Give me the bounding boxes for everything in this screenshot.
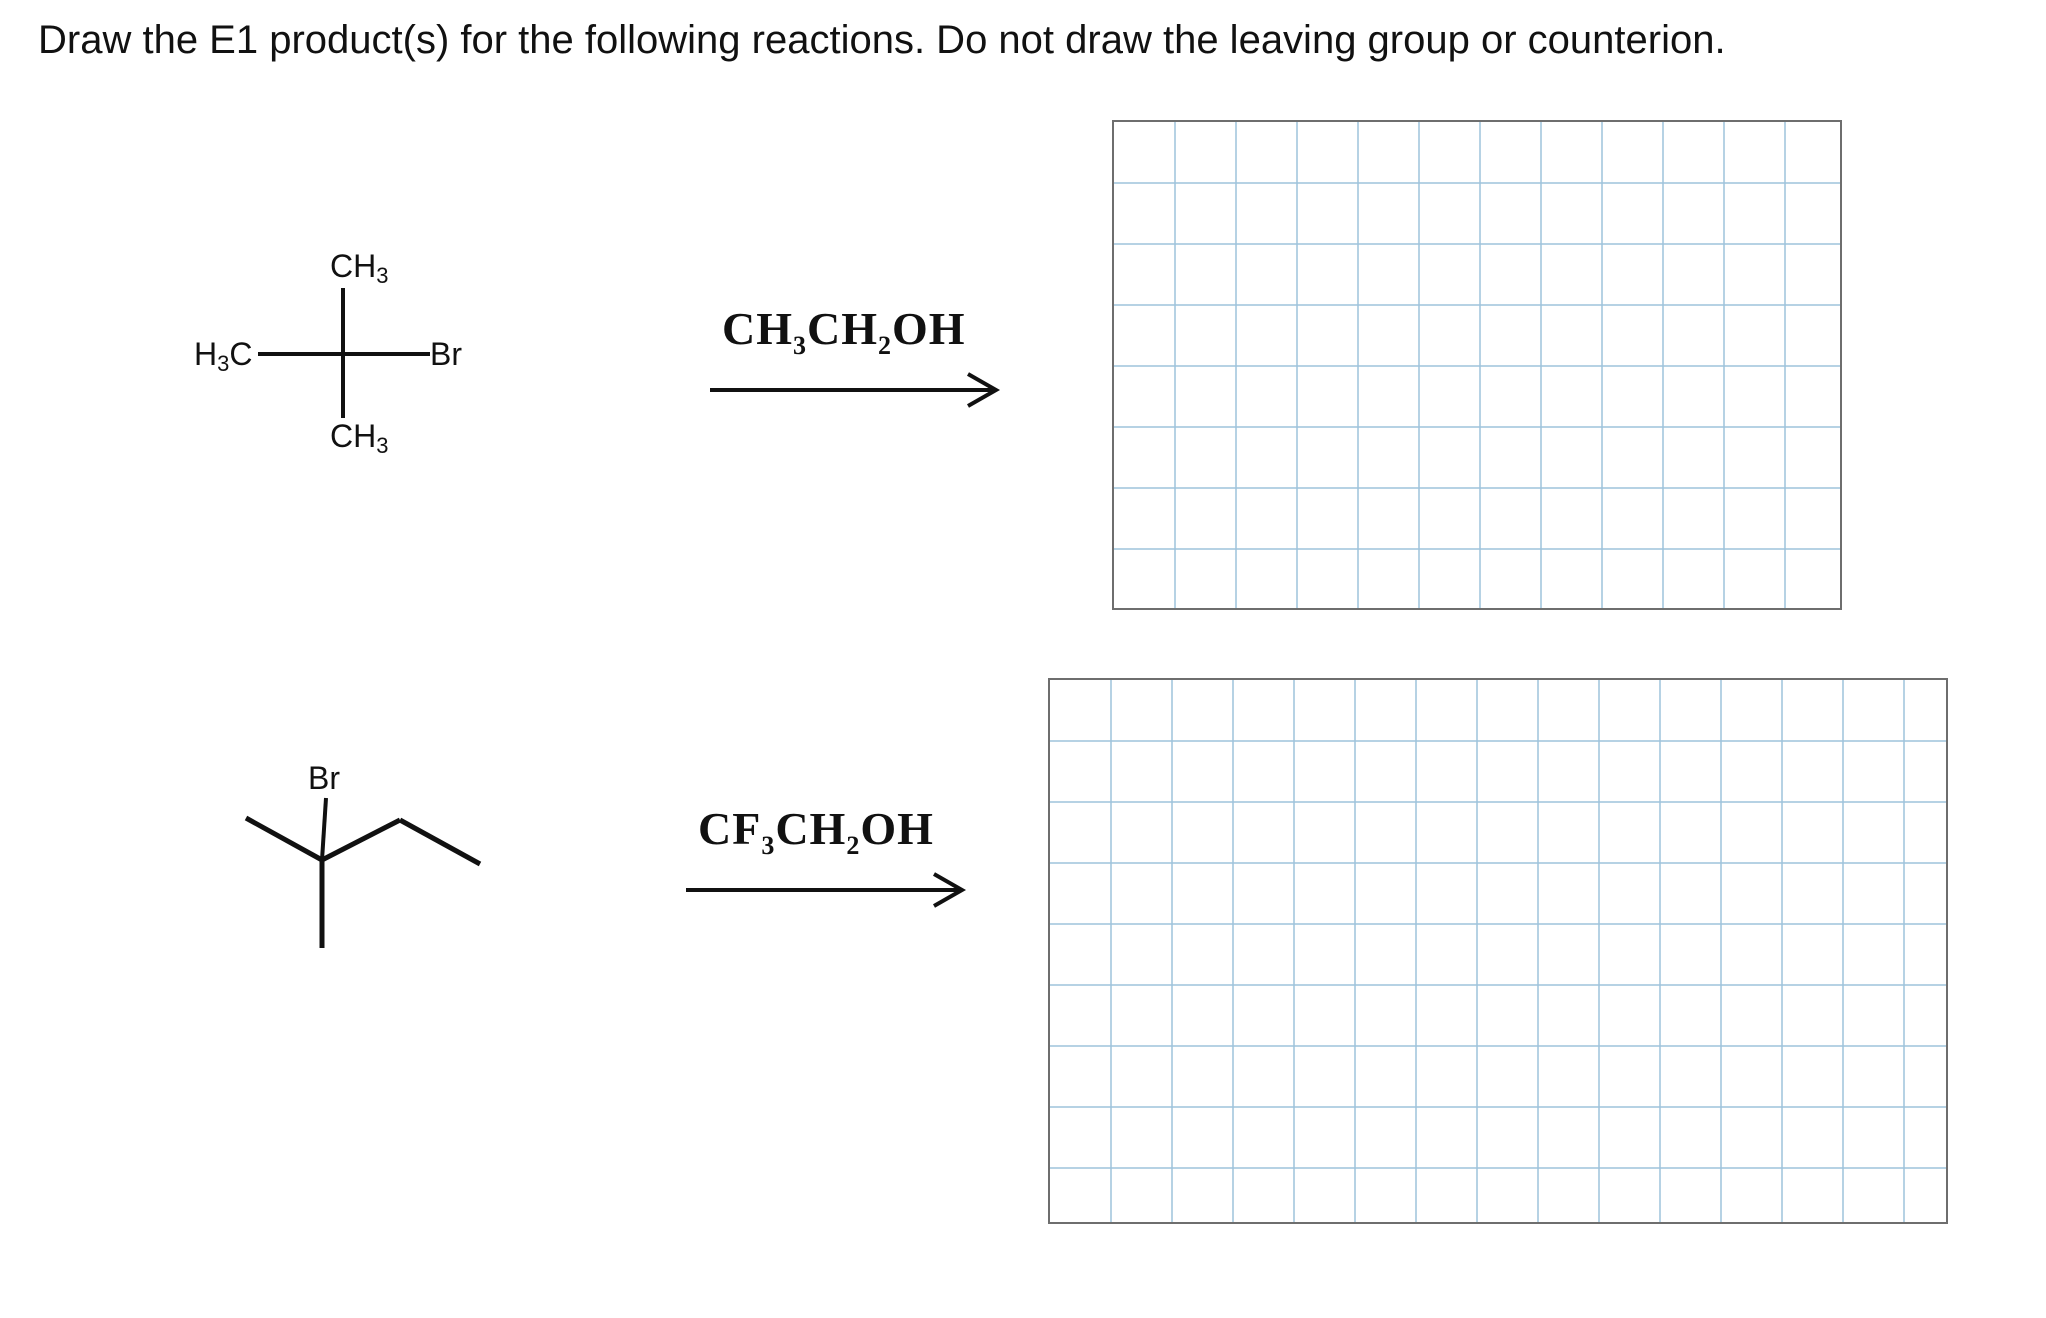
answer-drawing-area-1[interactable] — [1112, 120, 1842, 610]
reaction-arrow-2 — [684, 870, 974, 910]
answer-grid-2 — [1050, 680, 1946, 1222]
instruction-text: Draw the E1 product(s) for the following reactions. Do not draw the leaving group or counterion. — [38, 18, 1726, 62]
substrate-1-tert-butyl-bromide — [180, 240, 500, 470]
answer-grid-1 — [1114, 122, 1840, 608]
substrate-1-bromine: Br — [430, 336, 462, 372]
reagent-1-ethanol: $CH_3CH_2OH$ — [722, 303, 966, 360]
substrate-2-bonds — [230, 750, 510, 1010]
substrate-1-bottom-methyl: $CH_3$ — [330, 418, 389, 458]
answer-drawing-area-2[interactable] — [1048, 678, 1948, 1224]
substrate-2-bromo-methylbutane — [230, 750, 510, 1010]
substrate-1-top-methyl: $CH_3$ — [330, 248, 389, 288]
substrate-2-bromine: Br — [308, 760, 340, 796]
reaction-2 — [0, 640, 2046, 1280]
reaction-arrow-1 — [708, 370, 1008, 410]
substrate-1-left-methyl: $H_3C$ — [194, 336, 253, 376]
reagent-2-trifluoroethanol: $CF_3CH_2OH$ — [698, 803, 934, 860]
reaction-1 — [0, 0, 2046, 640]
